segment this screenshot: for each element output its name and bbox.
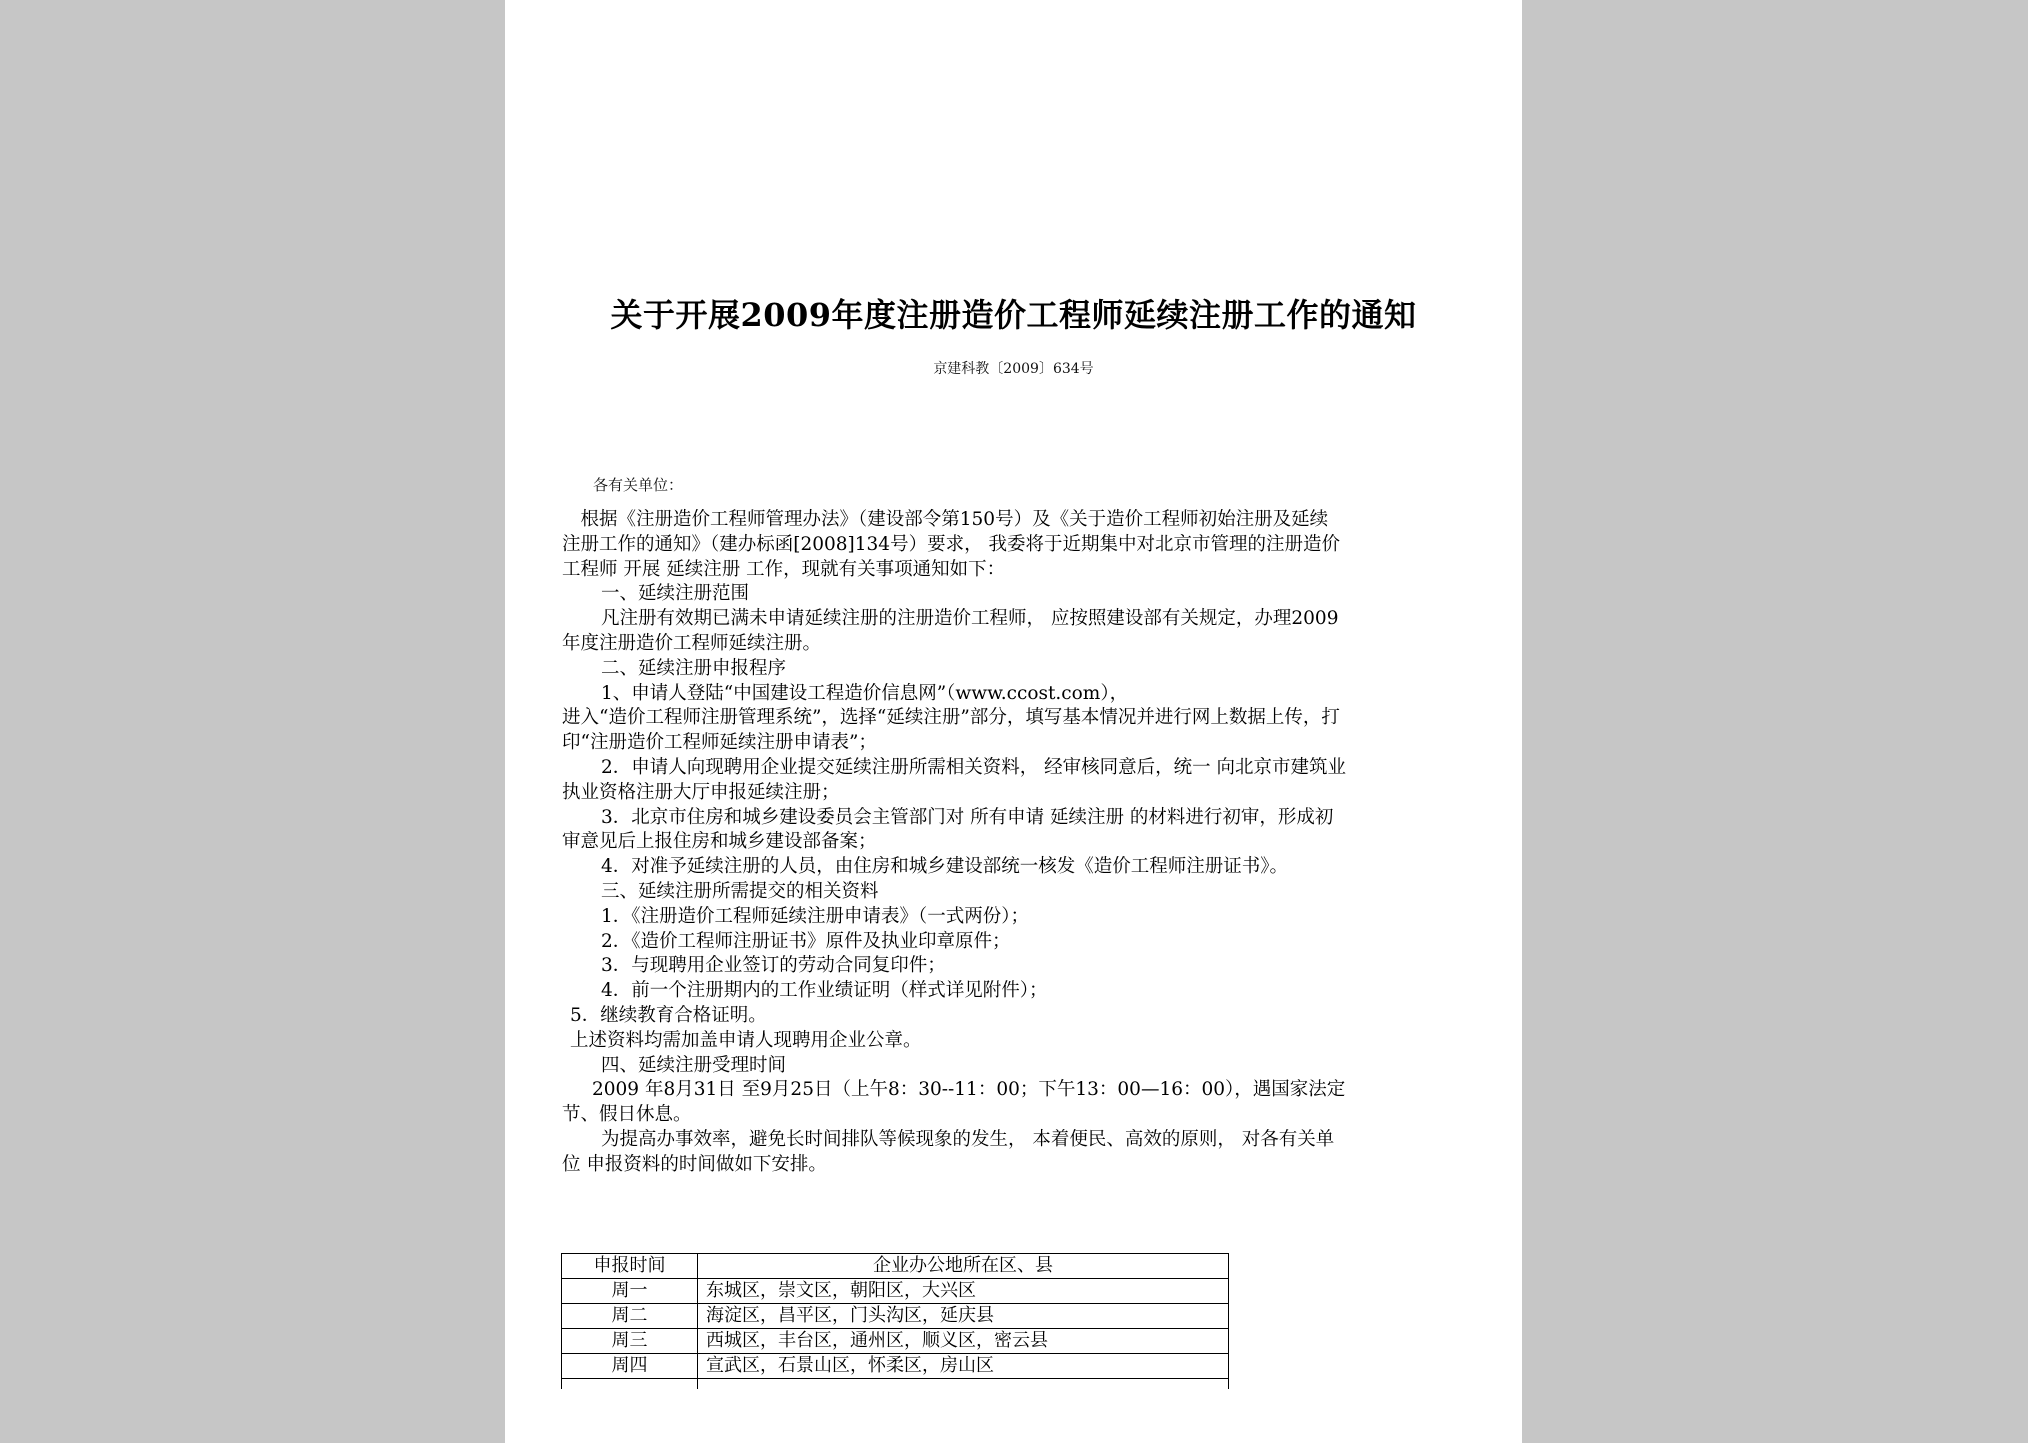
salutation: 各有关单位： — [593, 476, 684, 494]
body-line: 1、申请人登陆“中国建设工程造价信息网”（www.ccost.com）， — [601, 682, 1129, 704]
table-row — [562, 1304, 1229, 1329]
body-line: 凡注册有效期已满未申请延续注册的注册造价工程师， 应按照建设部有关规定，办理2009 — [601, 608, 1339, 630]
body-line: 3．与现聘用企业签订的劳动合同复印件； — [601, 955, 946, 977]
row-day: 周二 — [562, 1304, 698, 1329]
table-row — [562, 1329, 1229, 1354]
document-number: 京建科教〔2009〕634号 — [933, 361, 1094, 377]
table-row — [562, 1279, 1229, 1304]
document-page — [505, 0, 1522, 1443]
body-line: 三、延续注册所需提交的相关资料 — [601, 880, 879, 902]
body-line: 5．继续教育合格证明。 — [570, 1004, 767, 1026]
body-line: 注册工作的通知》（建办标函[2008]134号）要求， 我委将于近期集中对北京市管理的注册造价 — [562, 533, 1340, 555]
body-line: 进入“造价工程师注册管理系统”，选择“延续注册”部分，填写基本情况并进行网上数据上传，打 — [562, 707, 1340, 729]
body-line: 1．《注册造价工程师延续注册申请表》（一式两份）； — [601, 905, 1030, 927]
schedule-table — [561, 1253, 1229, 1389]
row-areas: 海淀区，昌平区，门头沟区，延庆县 — [698, 1304, 1229, 1329]
table-header-row — [562, 1254, 1229, 1279]
row-day: 周四 — [562, 1354, 698, 1379]
body-line: 2．《造价工程师注册证书》原件及执业印章原件； — [601, 930, 1011, 952]
body-line: 4．前一个注册期内的工作业绩证明（样式详见附件）； — [601, 980, 1048, 1002]
table-row — [562, 1354, 1229, 1379]
body-line: 位 申报资料的时间做如下安排。 — [562, 1153, 827, 1175]
body-line: 一、延续注册范围 — [601, 583, 750, 605]
document-body — [562, 508, 1482, 1178]
body-line: 年度注册造价工程师延续注册。 — [562, 632, 822, 654]
body-line: 四、延续注册受理时间 — [601, 1054, 787, 1076]
body-line: 工程师 开展 延续注册 工作，现就有关事项通知如下： — [562, 558, 1006, 580]
body-line: 印“注册造价工程师延续注册申请表”； — [562, 732, 877, 754]
body-line: 4．对准予延续注册的人员，由住房和城乡建设部统一核发《造价工程师注册证书》。 — [601, 856, 1289, 878]
document-title: 关于开展2009年度注册造价工程师延续注册工作的通知 — [610, 296, 1417, 334]
row-day: 周三 — [562, 1329, 698, 1354]
body-line: 2009 年8月31日 至9月25日（上午8：30--11：00；下午13：00—16：00），遇国家法定 — [592, 1079, 1346, 1101]
row-areas: 东城区，崇文区，朝阳区，大兴区 — [698, 1279, 1229, 1304]
row-day: 周一 — [562, 1279, 698, 1304]
body-line: 3．北京市住房和城乡建设委员会主管部门对 所有申请 延续注册 的材料进行初审，形成初 — [601, 806, 1334, 828]
body-line: 节、假日休息。 — [562, 1104, 692, 1126]
body-line: 为提高办事效率，避免长时间排队等候现象的发生， 本着便民、高效的原则， 对各有关单 — [601, 1128, 1335, 1150]
row-areas: 宣武区，石景山区，怀柔区，房山区 — [698, 1354, 1229, 1379]
body-line: 上述资料均需加盖申请人现聘用企业公章。 — [570, 1029, 922, 1051]
body-line: 二、延续注册申报程序 — [601, 657, 787, 679]
body-line: 根据《注册造价工程师管理办法》（建设部令第150号）及《关于造价工程师初始注册及延续 — [562, 509, 1329, 530]
header-time: 申报时间 — [562, 1254, 698, 1279]
body-line: 审意见后上报住房和城乡建设部备案； — [562, 831, 877, 853]
row-areas: 西城区，丰台区，通州区，顺义区，密云县 — [698, 1329, 1229, 1354]
table-row-partial — [562, 1379, 1229, 1390]
header-district: 企业办公地所在区、县 — [698, 1254, 1229, 1279]
body-line: 执业资格注册大厅申报延续注册； — [562, 781, 840, 803]
body-line: 2．申请人向现聘用企业提交延续注册所需相关资料， 经审核同意后，统一 向北京市建筑业 — [601, 756, 1347, 778]
